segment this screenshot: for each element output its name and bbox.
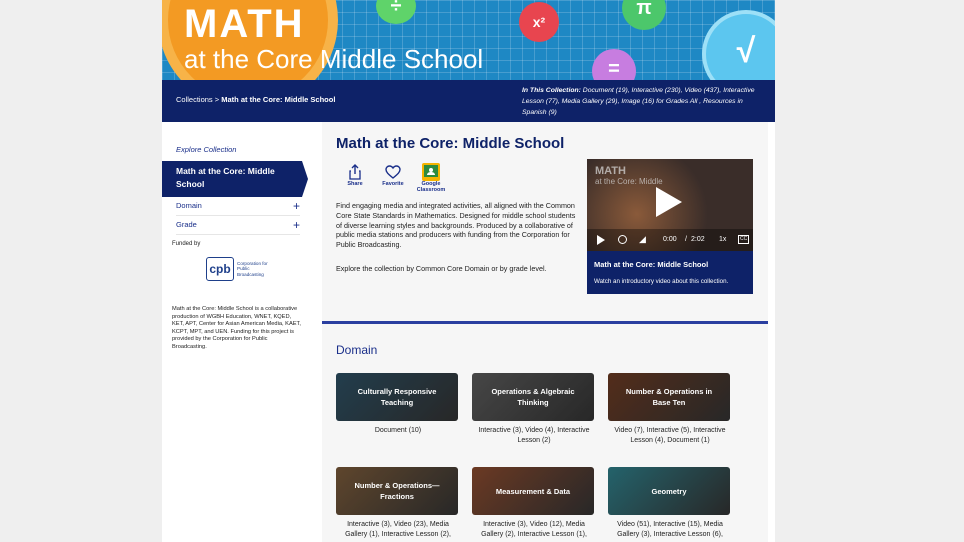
intro-video-player[interactable] <box>587 159 753 251</box>
favorite-button[interactable] <box>374 163 412 193</box>
domain-card-thumbnail[interactable] <box>336 373 458 421</box>
domain-card-title: Number & Operations—Fractions <box>336 467 458 515</box>
favorite-label: Favorite <box>382 181 404 187</box>
collection-explore-text: Explore the collection by Common Core Domain or by grade level. <box>336 264 547 273</box>
domain-card-title: Culturally Responsive Teaching <box>336 373 458 421</box>
video-overlay-subtitle: at the Core: Middle <box>595 177 663 186</box>
domain-card-title: Measurement & Data <box>472 467 594 515</box>
playback-speed-button[interactable]: 1x <box>719 236 727 243</box>
heart-icon <box>374 163 412 181</box>
sidebar-item-grade[interactable] <box>176 216 300 235</box>
banner-title-math: MATH <box>184 2 305 46</box>
google-classroom-label: Google Classroom <box>416 181 446 193</box>
sidebar-item-domain-label: Domain <box>176 201 202 210</box>
breadcrumb-separator: > <box>212 95 222 104</box>
pi-bubble-icon: π <box>622 0 666 30</box>
domain-card[interactable] <box>336 373 460 436</box>
division-bubble-icon: ÷ <box>376 0 416 24</box>
domain-card-resource-counts: Document (10) <box>374 427 422 434</box>
domain-section <box>322 324 768 542</box>
video-controls <box>587 229 753 251</box>
google-classroom-icon <box>412 163 450 181</box>
cpb-logo[interactable] <box>206 257 277 281</box>
domain-card-title: Geometry <box>608 467 730 515</box>
sqrt-bubble-icon: √ <box>702 10 775 80</box>
expand-plus-icon[interactable]: + <box>292 218 300 232</box>
domain-heading: Domain <box>336 343 378 357</box>
collection-summary <box>522 85 762 118</box>
time-total: 2:02 <box>691 236 705 243</box>
domain-card[interactable] <box>336 467 460 540</box>
explore-collection-heading: Explore Collection <box>176 145 237 154</box>
page-title: Math at the Core: Middle School <box>336 135 565 152</box>
captions-button[interactable]: CC <box>740 236 748 242</box>
big-play-icon[interactable] <box>656 187 682 217</box>
cpb-logo-text: Corporation for Public Broadcasting <box>237 260 268 277</box>
domain-card[interactable] <box>608 373 732 446</box>
domain-card-resource-counts: Interactive (3), Video (4), Interactive Lesson (2) <box>478 427 590 444</box>
cpb-logo-mark: cpb <box>206 257 234 281</box>
play-icon[interactable] <box>597 235 605 245</box>
share-label: Share <box>347 181 363 187</box>
video-caption-title: Math at the Core: Middle School <box>594 260 709 269</box>
collection-summary-label: In This Collection: <box>522 87 581 94</box>
sidebar-item-domain[interactable] <box>176 197 300 216</box>
expand-plus-icon[interactable]: + <box>292 199 300 213</box>
breadcrumb <box>176 95 335 104</box>
collection-summary-text: Document (19), Interactive (230), Video (437), Interactive Lesson (77), Media Gallery (29), Image (16) for Grades All , Resources in Spanish (9) <box>522 87 755 116</box>
domain-card-resource-counts: Interactive (3), Video (23), Media Gallery (1), Interactive Lesson (2), <box>345 521 451 538</box>
domain-card-resource-counts: Interactive (3), Video (12), Media Gallery (2), Interactive Lesson (1), <box>481 521 587 538</box>
share-icon <box>336 163 374 181</box>
sidebar-item-collection-home[interactable]: Math at the Core: Middle School <box>162 161 302 197</box>
share-button[interactable] <box>336 163 374 193</box>
breadcrumb-current: Math at the Core: Middle School <box>221 95 336 104</box>
sidebar-item-grade-label: Grade <box>176 220 197 229</box>
video-caption-text: Watch an introductory video about this collection. <box>594 278 729 285</box>
action-bar <box>336 163 450 193</box>
domain-card-thumbnail[interactable] <box>608 373 730 421</box>
time-current: 0:00 <box>663 236 677 243</box>
time-separator: / <box>685 236 687 243</box>
banner-title-middle-school: Middle School <box>319 44 484 74</box>
domain-card[interactable] <box>472 467 596 540</box>
domain-card[interactable] <box>608 467 732 540</box>
domain-card-title: Operations & Algebraic Thinking <box>472 373 594 421</box>
video-overlay-title: MATH <box>595 165 626 177</box>
collection-info-bar <box>162 80 775 122</box>
video-caption <box>587 251 753 294</box>
domain-card-thumbnail[interactable] <box>472 373 594 421</box>
equals-bubble-icon: = <box>592 49 636 80</box>
domain-card[interactable] <box>472 373 596 446</box>
domain-card-title: Number & Operations in Base Ten <box>608 373 730 421</box>
domain-card-resource-counts: Video (51), Interactive (15), Media Gallery (3), Interactive Lesson (6), <box>617 521 723 538</box>
breadcrumb-collections-link[interactable]: Collections <box>176 95 213 104</box>
sidebar <box>162 122 322 542</box>
production-credits: Math at the Core: Middle School is a collaborative production of WGBH Education, WNET, KQED, KET, APT, Center for Asian American Media, KAET, KCPT, MPT, and UEN. Funding for this project is provided by the Corporation for Public Broadcasting. <box>172 306 301 350</box>
banner-title-at-core: at the Core <box>184 44 313 74</box>
page <box>162 0 775 542</box>
google-classroom-button[interactable] <box>412 163 450 193</box>
replay-icon[interactable] <box>618 235 627 244</box>
domain-card-resource-counts: Video (7), Interactive (5), Interactive Lesson (4), Document (1) <box>614 427 726 444</box>
domain-card-thumbnail[interactable] <box>608 467 730 515</box>
banner-title-subtitle <box>184 44 483 75</box>
funded-by-label: Funded by <box>172 241 201 247</box>
squared-bubble-icon: x² <box>519 2 559 42</box>
volume-icon[interactable]: ◢ <box>639 234 646 244</box>
collection-banner <box>162 0 775 80</box>
collection-description: Find engaging media and integrated activities, all aligned with the Common Core State Standards in Mathematics. Designed for middle school students of diverse learning styles and backgrounds. Produced by a collaborative of public media stations and producers with funding from the Corporation for Public Broadcasting. <box>336 201 576 250</box>
domain-card-thumbnail[interactable] <box>336 467 458 515</box>
domain-card-thumbnail[interactable] <box>472 467 594 515</box>
